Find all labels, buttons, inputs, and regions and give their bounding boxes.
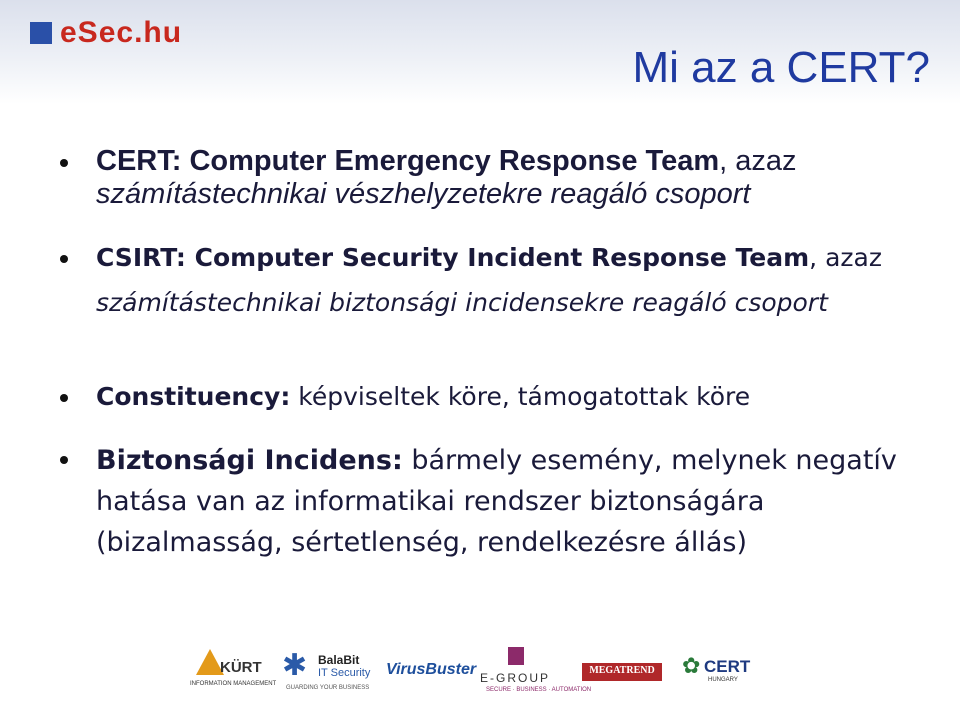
slide-title: Mi az a CERT?: [632, 43, 930, 92]
bullet-term: CERT: Computer Emergency Response Team: [96, 145, 720, 177]
bullet-dot-icon: [60, 456, 68, 464]
bullet-term: Biztonsági Incidens:: [96, 445, 403, 476]
logo-name: VirusBuster: [386, 661, 477, 678]
bullet-connector: , azaz: [809, 243, 882, 272]
bullet-term: Constituency:: [96, 382, 291, 411]
esec-logo: [30, 18, 182, 48]
logo-name: KÜRT: [220, 659, 262, 676]
logo-tagline: GUARDING YOUR BUSINESS: [286, 685, 370, 691]
logo-tagline: HUNGARY: [708, 677, 738, 683]
logo-name: CERT: [704, 657, 751, 676]
virusbuster-logo: [386, 645, 477, 695]
logo-name-secondary: IT Security: [318, 667, 371, 679]
sponsor-logos: [190, 645, 770, 701]
bullet-incident: [60, 440, 930, 563]
bullet-definition: képviseltek köre, támogatottak köre: [290, 382, 751, 411]
bullet-dot-icon: [60, 255, 68, 263]
megatrend-logo: [582, 645, 666, 695]
logo-tagline: SECURE · BUSINESS · AUTOMATION: [486, 687, 592, 693]
logo-tagline: INFORMATION MANAGEMENT: [190, 681, 277, 687]
bullet-definition: számítástechnikai biztonsági incidensekre reagáló csoport: [96, 288, 828, 317]
balabit-figure-icon: ✱: [282, 649, 308, 682]
bullet-dot-icon: [60, 159, 68, 167]
bullet-definition: számítástechnikai vészhelyzetekre reagáló csoport: [96, 178, 751, 210]
bullet-term: CSIRT: Computer Security Incident Response Team: [96, 243, 810, 272]
logo-name: MEGATREND: [589, 665, 655, 676]
bullet-definition: bármely esemény, melynek negatív hatása van az informatikai rendszer biztonságára (bizalmasság, sértetlenség, rendelkezésre állás): [96, 445, 897, 558]
cert-hungary-logo: [682, 645, 772, 695]
logo-name: BalaBit: [318, 653, 360, 667]
bullet-connector: , azaz: [719, 145, 797, 177]
bullet-dot-icon: [60, 394, 68, 402]
balabit-logo: [282, 645, 372, 695]
bullet-constituency: [60, 380, 750, 414]
logo-square-icon: [30, 22, 52, 44]
kurt-logo: [190, 645, 277, 695]
brand-name: eSec.hu: [60, 16, 183, 49]
egroup-mark-icon: [508, 647, 524, 665]
logo-name: E-GROUP: [480, 671, 551, 685]
cert-swirl-icon: ✿: [682, 653, 701, 678]
bullet-csirt: [60, 235, 930, 325]
bullet-cert: [60, 145, 930, 211]
egroup-logo: [480, 645, 592, 695]
